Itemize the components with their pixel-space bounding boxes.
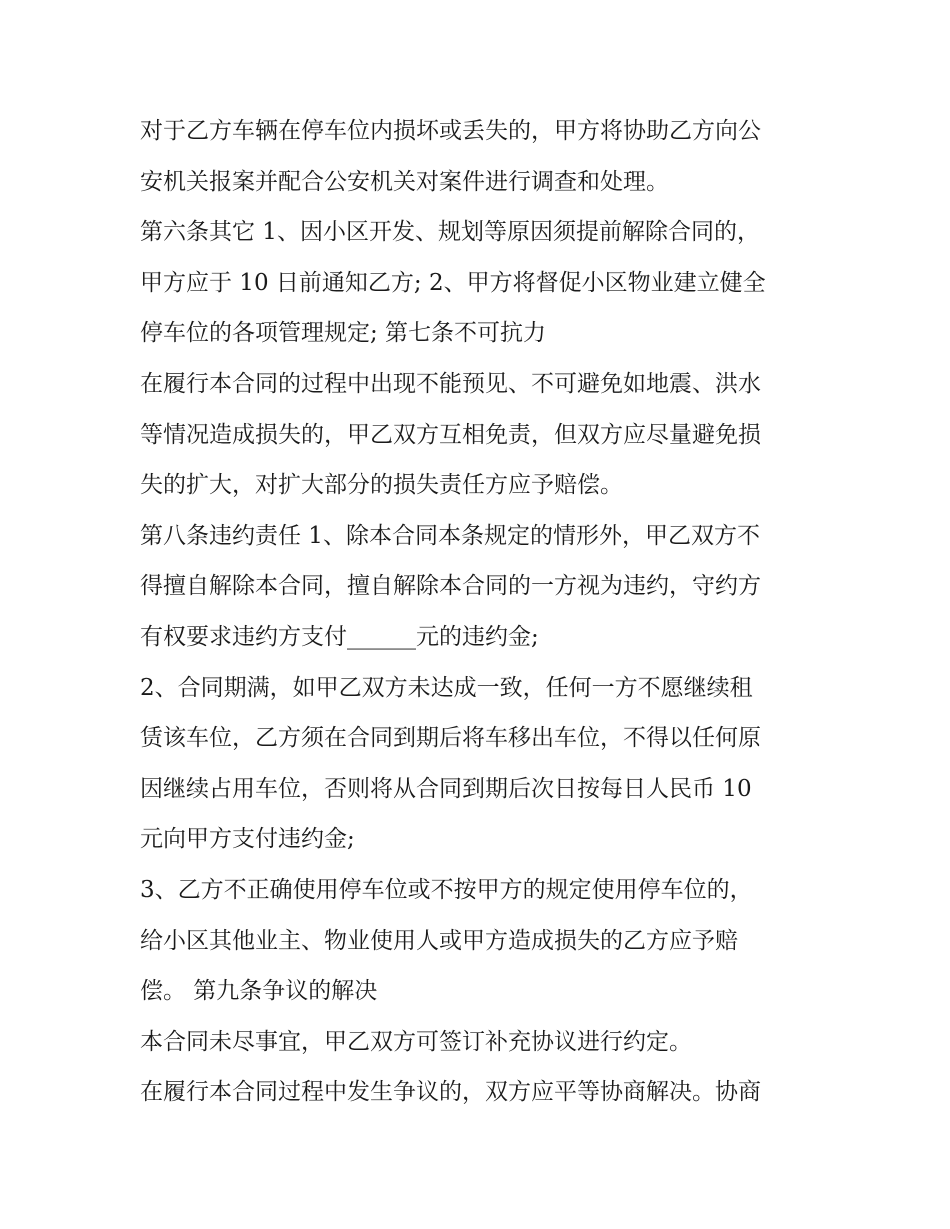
text-line: 停车位的各项管理规定; 第七条不可抗力: [140, 320, 547, 347]
text-line: 失的扩大，对扩大部分的损失责任方应予赔偿。: [140, 472, 623, 499]
text-line: 第八条违约责任 1、除本合同本条规定的情形外，甲乙双方不: [140, 522, 760, 549]
text-line: 得擅自解除本合同，擅自解除本合同的一方视为违约，守约方: [140, 573, 761, 600]
text-line: 3、乙方不正确使用停车位或不按甲方的规定使用停车位的，: [140, 876, 753, 903]
text-line: 有权要求违约方支付______元的违约金;: [140, 623, 539, 650]
text-line: 2、合同期满，如甲乙双方未达成一致，任何一方不愿继续租: [140, 674, 753, 701]
text-line: 因继续占用车位，否则将从合同到期后次日按每日人民币 10: [140, 775, 752, 802]
text-line: 甲方应于 10 日前通知乙方; 2、甲方将督促小区物业建立健全: [140, 269, 766, 296]
text-line: 元向甲方支付违约金;: [140, 826, 355, 853]
document-body: [140, 106, 820, 1118]
text-line: 本合同未尽事宜，甲乙双方可签订补充协议进行约定。: [140, 1028, 692, 1055]
text-line: 在履行本合同过程中发生争议的，双方应平等协商解决。协商: [140, 1079, 761, 1106]
text-line: 对于乙方车辆在停车位内损坏或丢失的，甲方将协助乙方向公: [140, 118, 761, 144]
text-line: 等情况造成损失的，甲乙双方互相免责，但双方应尽量避免损: [140, 421, 761, 448]
text-line: 给小区其他业主、物业使用人或甲方造成损失的乙方应予赔: [140, 927, 738, 954]
text-line: 第六条其它 1、因小区开发、规划等原因须提前解除合同的，: [140, 219, 760, 246]
text-line: 安机关报案并配合公安机关对案件进行调查和处理。: [140, 168, 669, 195]
text-line: 偿。 第九条争议的解决: [140, 978, 378, 1005]
text-line: 在履行本合同的过程中出现不能预见、不可避免如地震、洪水: [140, 370, 761, 397]
text-line: 赁该车位，乙方须在合同到期后将车移出车位，不得以任何原: [140, 725, 761, 752]
